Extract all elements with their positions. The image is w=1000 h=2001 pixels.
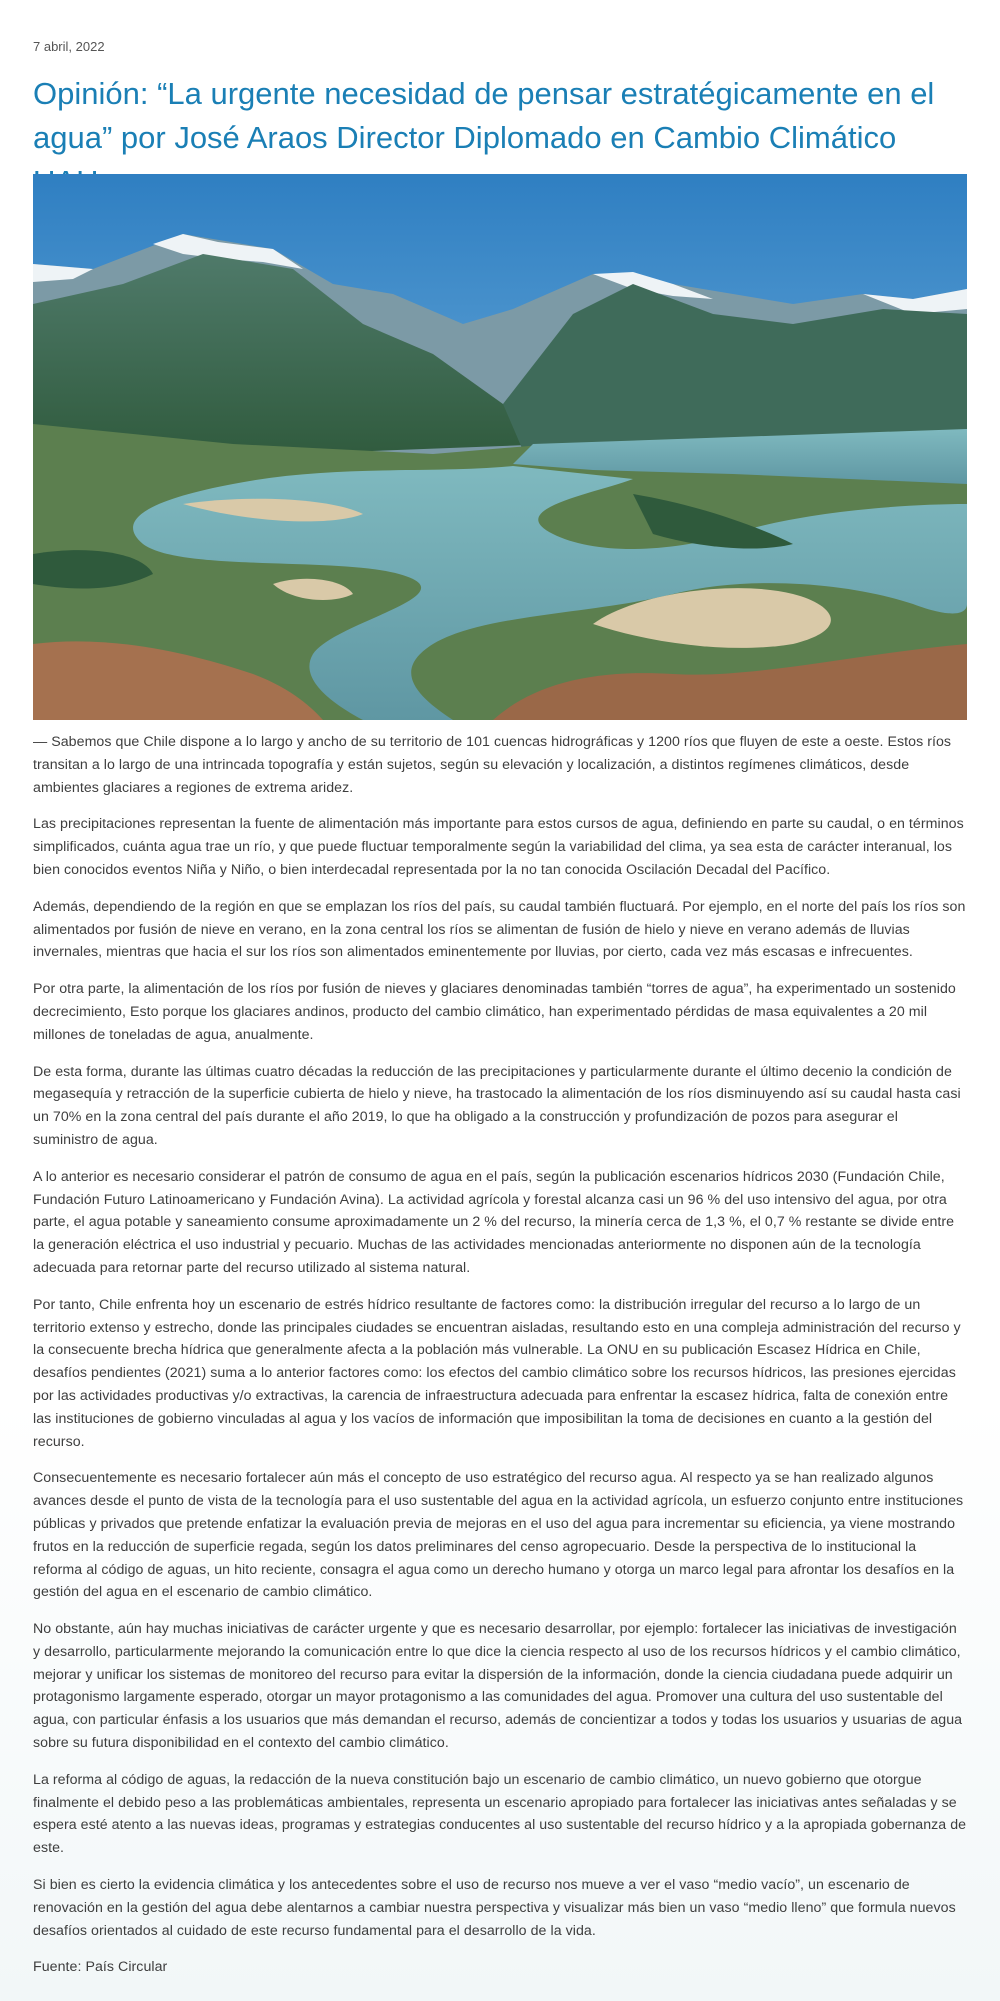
paragraph: Si bien es cierto la evidencia climática y los antecedentes sobre el uso de recurso nos mueve a ver el vaso “medio vacío”, un escenario de renovación en la gestión del agua debe alentarnos a cambiar nuestra perspectiva y visualizar más bien un vaso “medio lleno” que formula nuevos desafíos orientados al cuidado de este recurso fundamental para el desarrollo de la vida. [33,1877,956,1939]
paragraph: Por tanto, Chile enfrenta hoy un escenario de estrés hídrico resultante de factores como: la distribución irregular del recurso a lo largo de un territorio extenso y estrecho, donde las principales ciudades se encuentran aisladas, resultando esto en una compleja administración del recurso y la consecuente brecha hídrica que generalmente afecta a la población más vulnerable. La ONU en su publicación Escasez Hídrica en Chile, desafíos pendientes (2021) suma a lo anterior factores como: los efectos del cambio climático sobre los recursos hídricos, las presiones ejercidas por las actividades productivas y/o extractivas, la carencia de infraestructura adecuada para enfrentar la escasez hídrica, falta de conexión entre las instituciones de gobierno vinculadas al agua y los vacíos de información que imposibilitan la toma de decisiones en cuanto a la gestión del recurso. [33,1296,961,1450]
paragraph: Además, dependiendo de la región en que se emplazan los ríos del país, su caudal también fluctuará. Por ejemplo, en el norte del país los ríos son alimentados por fusión de nieve en verano, en la zona central los ríos se alimentan de fusión de hielo y nieve en verano además de lluvias invernales, mientras que hacia el sur los ríos son alimentados eminentemente por lluvias, por cierto, cada vez más escasas e infrecuentes. [33,898,966,961]
source-credit: Fuente: País Circular [33,1959,168,1976]
publish-date: 7 abril, 2022 [33,39,105,54]
article-title[interactable]: Opinión: “La urgente necesidad de pensar estratégicamente en el agua” por José Araos Director Diplomado en Cambio Climático [33,76,935,155]
article-body [33,731,967,1993]
paragraph: — Sabemos que Chile dispone a lo largo y ancho de su territorio de 101 cuencas hidrográficas y 1200 ríos que fluyen de este a oeste. Estos ríos transitan a lo largo de una intrincada topografía y están sujetos, según su elevación y localización, a distintos regímenes climáticos, desde ambientes glaciares a regiones de extrema aridez. [33,734,952,796]
paragraph: Las precipitaciones representan la fuente de alimentación más importante para estos cursos de agua, definiendo en parte su caudal, o en términos simplificados, cuánta agua trae un río, y que puede fluctuar temporalmente según la variabilidad del clima, ya sea esta de carácter interanual, los bien conocidos eventos Niña y Niño, o bien interdecadal representada por la no tan conocida Oscilación Decadal del Pacífico. [33,816,964,878]
paragraph: Consecuentemente es necesario fortalecer aún más el concepto de uso estratégico del recurso agua. Al respecto ya se han realizado algunos avances desde el punto de vista de la tecnología para el uso sustentable del agua en la actividad agrícola, un esfuerzo conjunto entre instituciones públicas y privados que pretende enfatizar la evaluación previa de mejoras en el uso del agua para incrementar su eficiencia, ya viene mostrando frutos en la reducción de superficie regada, según los datos preliminares del censo agropecuario. Desde la perspectiva de lo institucional la reforma al código de aguas, un hito reciente, consagra el agua como un derecho humano y otorga un marco legal para afrontar los desafíos en la gestión del agua en el escenario de cambio climático. [33,1470,964,1601]
paragraph: Por otra parte, la alimentación de los ríos por fusión de nieves y glaciares denominadas también “torres de agua”, ha experimentado un sostenido decrecimiento, Esto porque los glaciares andinos, producto del cambio climático, han experimentado pérdidas de masa equivalentes a 20 mil millones de toneladas de agua, anualmente. [33,981,956,1043]
paragraph: No obstante, aún hay muchas iniciativas de carácter urgente y que es necesario desarrollar, por ejemplo: fortalecer las iniciativas de investigación y desarrollo, particularmente mejorando la comunicación entre lo que dice la ciencia respecto al uso de los recursos hídricos y el cambio climático, mejorar y unificar los sistemas de monitoreo del recurso para evitar la dispersión de la información, donde la ciencia ciudadana puede adquirir un protagonismo largamente esperado, otorgar un mayor protagonismo a las comunidades del agua. Promover una cultura del uso sustentable del agua, con particular énfasis a los usuarios que más demandan el recurso, además de concientizar a todos y todas los usuarios y usuarias de agua sobre su futura disponibilidad en el contexto del cambio climático. [33,1621,963,1752]
paragraph: La reforma al código de aguas, la redacción de la nueva constitución bajo un escenario de cambio climático, un nuevo gobierno que otorgue finalmente el debido peso a las problemáticas ambientales, representa un escenario apropiado para fortalecer las iniciativas antes señaladas y se espera esté atento a las nuevas ideas, programas y estrategias conducentes al uso sustentable del recurso hídrico y a la apropiada gobernanza de este. [33,1771,967,1857]
paragraph: De esta forma, durante las últimas cuatro décadas la reducción de las precipitaciones y particularmente durante el último decenio la condición de megasequía y retracción de la superficie cubierta de hielo y nieve, ha trastocado la alimentación de los ríos disminuyendo así su caudal hasta casi un 70% en la zona central del país durante el año 2019, lo que ha obligado a la construcción y profundización de pozos para asegurar el suministro de agua. [33,1063,961,1148]
paragraph: A lo anterior es necesario considerar el patrón de consumo de agua en el país, según la publicación escenarios hídricos 2030 (Fundación Chile, Fundación Futuro Latinoamericano y Fundación Avina). La actividad agrícola y forestal alcanza casi un 96 % del uso intensivo del agua, por otra parte, el agua potable y saneamiento consume aproximadamente un 2 % del recurso, la minería cerca de 1,3 %, el 0,7 % restante se divide entre la generación eléctrica el uso industrial y pecuario. Muchas de las actividades mencionadas anteriormente no disponen aún de la tecnología adecuada para retornar parte del recurso utilizado al sistema natural. [33,1168,955,1276]
hero-image-river-valley [33,174,967,720]
